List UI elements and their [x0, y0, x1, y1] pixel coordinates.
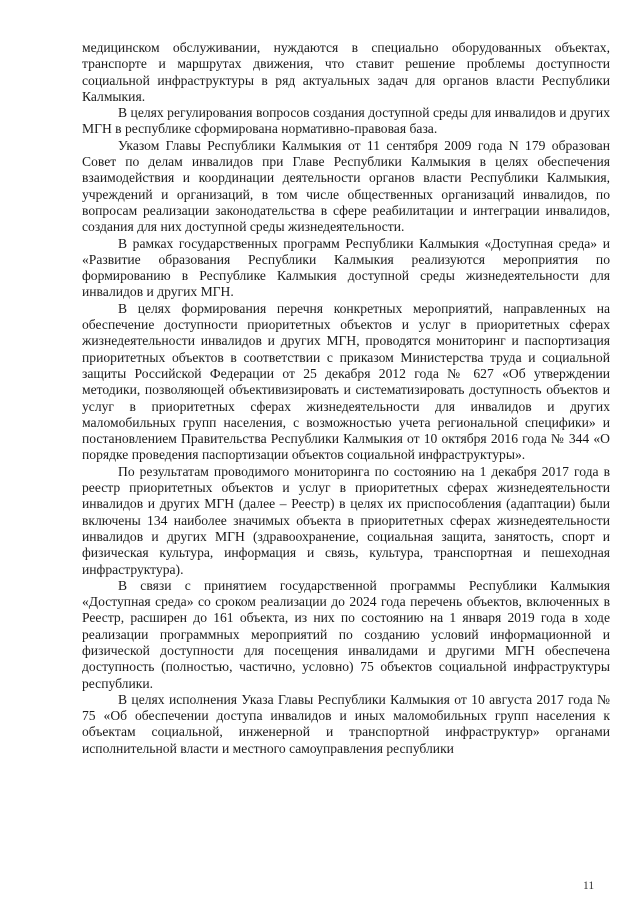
- paragraph-council-decree: Указом Главы Республики Калмыкия от 11 сентября 2009 года N 179 образован Совет по делам инвалидов при Главе Республики Калмыкия в целях обеспечения взаимодействия и координации деятельности органов власти Республики Калмыкия, учреждений и организаций, в том числе общественных организаций инвалидов, по вопросам реализации законодательства в сфере реабилитации и интеграции инвалидов, создания для них доступной среды жизнедеятельности.: [82, 137, 610, 235]
- page-number: 11: [583, 880, 595, 892]
- paragraph-intro-continuation: медицинском обслуживании, нуждаются в специально оборудованных объектах, транспорте и маршрутах движения, что ставит решение проблемы доступности социальной инфраструктуры в ряд актуальных задач для органов власти Республики Калмыкия.: [82, 40, 610, 104]
- paragraph-decree-execution: В целях исполнения Указа Главы Республики Калмыкия от 10 августа 2017 года № 75 «Об обеспечении доступа инвалидов и иных маломобильных групп населения к объектам социальной, инженерной и транспортной инфраструктур» органами исполнительной власти и местного самоуправления республики: [82, 691, 610, 756]
- paragraph-monitoring: В целях формирования перечня конкретных мероприятий, направленных на обеспечение доступности приоритетных объектов и услуг в приоритетных сферах жизнедеятельности инвалидов и других МГН, проводятся мониторинг и паспортизация приоритетных объектов в соответствии с приказом Министерства труда и социальной защиты Российской Федерации от 25 декабря 2012 года № 627 «Об утверждении методики, позволяющей объективизировать и систематизировать доступность объектов и услуг в приоритетных сферах жизнедеятельности для инвалидов и других маломобильных групп населения, с возможностью учета региональной специфики» и постановлением Правительства Республики Калмыкия от 10 октября 2016 года № 344 «О порядке проведения паспортизации объектов социальной инфраструктуры».: [82, 300, 610, 463]
- paragraph-state-programs: В рамках государственных программ Республики Калмыкия «Доступная среда» и «Развитие образования Республики Калмыкия реализуются мероприятия по формированию в Республике Калмыкия доступной среды жизнедеятельности для инвалидов и других МГН.: [82, 235, 610, 300]
- paragraph-program-expansion: В связи с принятием государственной программы Республики Калмыкия «Доступная среда» со сроком реализации до 2024 года перечень объектов, включенных в Реестр, расширен до 161 объекта, из них по состоянию на 1 января 2019 года в ходе реализации программных мероприятий по созданию условий информационной и физической доступности для посещения инвалидами и другими МГН обеспечена доступность (полностью, частично, условно) 75 объектов социальной инфраструктуры республики.: [82, 577, 610, 691]
- paragraph-registry-results: По результатам проводимого мониторинга по состоянию на 1 декабря 2017 года в реестр приоритетных объектов и услуг в приоритетных сферах жизнедеятельности инвалидов и других МГН (далее – Реестр) в целях их приспособления (адаптации) были включены 134 наиболее значимых объекта в приоритетных сферах жизнедеятельности инвалидов и других МГН (здравоохранение, социальная защита, занятость, спорт и физическая культура, информация и связь, культура, транспортная и пешеходная инфраструктура).: [82, 463, 610, 577]
- document-page: [82, 40, 610, 757]
- paragraph-legal-base: В целях регулирования вопросов создания доступной среды для инвалидов и других МГН в республике сформирована нормативно-правовая база.: [82, 105, 610, 137]
